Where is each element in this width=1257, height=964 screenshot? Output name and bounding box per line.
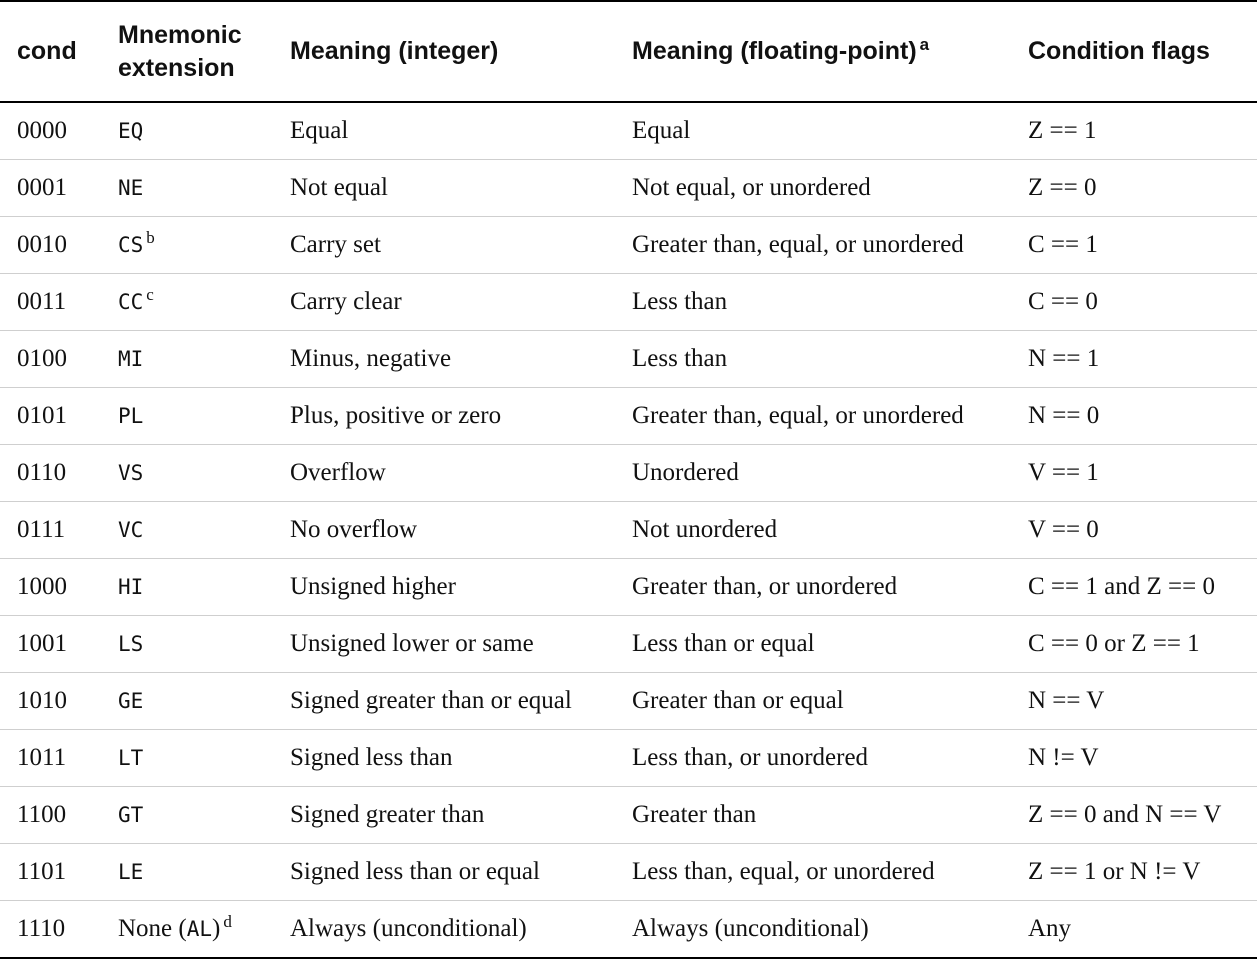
cell-mnemonic (101, 388, 273, 445)
cell-flags: V == 0 (1011, 502, 1257, 559)
cell-meaning-integer: Equal (273, 102, 615, 160)
header-mnemonic: Mnemonic extension (101, 1, 273, 102)
cell-mnemonic (101, 160, 273, 217)
mnemonic-suffix: ) (212, 915, 221, 942)
cell-meaning-integer: Overflow (273, 445, 615, 502)
mnemonic-code: EQ (118, 119, 144, 143)
mnemonic-code: HI (118, 575, 144, 599)
header-flags: Condition flags (1011, 1, 1257, 102)
header-meaning-integer: Meaning (integer) (273, 1, 615, 102)
cell-mnemonic (101, 844, 273, 901)
footnote-marker: c (146, 285, 154, 304)
cell-cond: 0101 (0, 388, 101, 445)
cell-mnemonic (101, 445, 273, 502)
cell-meaning-integer: Signed less than (273, 730, 615, 787)
table-row (0, 274, 1257, 331)
mnemonic-code: LT (118, 746, 144, 770)
mnemonic-code: CS (118, 233, 144, 257)
table-row (0, 901, 1257, 959)
cell-meaning-integer: Plus, positive or zero (273, 388, 615, 445)
cell-cond: 1101 (0, 844, 101, 901)
cell-flags: Z == 0 and N == V (1011, 787, 1257, 844)
table-row (0, 445, 1257, 502)
mnemonic-code: AL (186, 917, 213, 941)
mnemonic-code: NE (118, 176, 144, 200)
cell-mnemonic (101, 274, 273, 331)
cell-meaning-fp: Less than, or unordered (615, 730, 1011, 787)
mnemonic-code: VS (118, 461, 144, 485)
cell-mnemonic (101, 730, 273, 787)
mnemonic-code: VC (118, 518, 144, 542)
mnemonic-code: GT (118, 803, 144, 827)
cell-meaning-fp: Greater than, equal, or unordered (615, 217, 1011, 274)
cell-mnemonic (101, 502, 273, 559)
cell-cond: 0001 (0, 160, 101, 217)
cell-meaning-fp: Less than (615, 331, 1011, 388)
header-row (0, 1, 1257, 102)
cell-cond: 1010 (0, 673, 101, 730)
cell-mnemonic (101, 673, 273, 730)
cell-meaning-fp: Not equal, or unordered (615, 160, 1011, 217)
cell-flags: Z == 1 or N != V (1011, 844, 1257, 901)
cell-meaning-integer: Minus, negative (273, 331, 615, 388)
cell-flags: C == 0 or Z == 1 (1011, 616, 1257, 673)
table-row (0, 559, 1257, 616)
cell-cond: 0000 (0, 102, 101, 160)
cell-meaning-integer: Signed greater than (273, 787, 615, 844)
cell-mnemonic (101, 331, 273, 388)
cell-mnemonic (101, 901, 273, 959)
table-row (0, 844, 1257, 901)
cell-cond: 0111 (0, 502, 101, 559)
cell-flags: N == V (1011, 673, 1257, 730)
table-row (0, 102, 1257, 160)
cell-cond: 1110 (17, 915, 66, 942)
cell-cond: 1001 (0, 616, 101, 673)
cell-meaning-integer: Signed greater than or equal (273, 673, 615, 730)
cell-flags: C == 1 and Z == 0 (1011, 559, 1257, 616)
cell-meaning-fp: Greater than, equal, or unordered (615, 388, 1011, 445)
footnote-marker: b (146, 228, 155, 247)
table-row (0, 730, 1257, 787)
cell-mnemonic (101, 616, 273, 673)
cell-meaning-fp: Unordered (615, 445, 1011, 502)
cell-meaning-integer: Carry clear (273, 274, 615, 331)
table-row (0, 388, 1257, 445)
mnemonic-code: LS (118, 632, 144, 656)
cell-cond: 1100 (0, 787, 101, 844)
cell-flags: Any (1028, 915, 1072, 942)
cell-meaning-integer: Always (unconditional) (290, 915, 527, 942)
cell-meaning-integer: No overflow (273, 502, 615, 559)
cell-meaning-fp: Less than or equal (615, 616, 1011, 673)
mnemonic-prefix: None ( (118, 915, 187, 942)
cell-cond: 1011 (0, 730, 101, 787)
table-row (0, 787, 1257, 844)
table-row (0, 331, 1257, 388)
footnote-marker-a: a (919, 35, 930, 54)
header-meaning-fp: Meaning (floating-point) $^a$ (615, 1, 1011, 102)
mnemonic-code: MI (118, 347, 144, 371)
cell-flags: C == 0 (1011, 274, 1257, 331)
cell-flags: N != V (1011, 730, 1257, 787)
table-row (0, 160, 1257, 217)
mnemonic-code: CC (118, 290, 144, 314)
cell-flags: N == 1 (1011, 331, 1257, 388)
table-row (0, 217, 1257, 274)
cell-meaning-integer: Not equal (273, 160, 615, 217)
cell-meaning-fp: Less than (615, 274, 1011, 331)
table-row (0, 616, 1257, 673)
cell-meaning-fp: Less than, equal, or unordered (615, 844, 1011, 901)
cell-flags: V == 1 (1011, 445, 1257, 502)
cell-mnemonic (101, 217, 273, 274)
cell-meaning-integer: Signed less than or equal (273, 844, 615, 901)
cell-cond: 0010 (0, 217, 101, 274)
table-body (0, 102, 1257, 958)
table-header (0, 1, 1257, 102)
cell-cond: 0110 (0, 445, 101, 502)
cell-flags: Z == 1 (1011, 102, 1257, 160)
cell-meaning-fp: Greater than, or unordered (615, 559, 1011, 616)
cell-cond: 1000 (0, 559, 101, 616)
table-row (0, 673, 1257, 730)
cell-meaning-integer: Carry set (273, 217, 615, 274)
cell-flags: C == 1 (1011, 217, 1257, 274)
mnemonic-code: LE (118, 860, 144, 884)
mnemonic-code: PL (118, 404, 144, 428)
cell-cond: 0100 (0, 331, 101, 388)
header-cond: cond (0, 1, 101, 102)
cell-meaning-fp: Not unordered (615, 502, 1011, 559)
cell-meaning-integer: Unsigned lower or same (273, 616, 615, 673)
cell-mnemonic (101, 787, 273, 844)
cell-meaning-fp: Always (unconditional) (632, 915, 869, 942)
cell-meaning-fp: Greater than or equal (615, 673, 1011, 730)
cell-meaning-integer: Unsigned higher (273, 559, 615, 616)
cell-mnemonic (101, 559, 273, 616)
footnote-marker: d (223, 912, 232, 931)
mnemonic-code: GE (118, 689, 144, 713)
cell-mnemonic (101, 102, 273, 160)
cell-flags: Z == 0 (1011, 160, 1257, 217)
cell-meaning-fp: Equal (615, 102, 1011, 160)
cell-meaning-fp: Greater than (615, 787, 1011, 844)
cell-cond: 0011 (0, 274, 101, 331)
cell-flags: N == 0 (1011, 388, 1257, 445)
table-row (0, 502, 1257, 559)
